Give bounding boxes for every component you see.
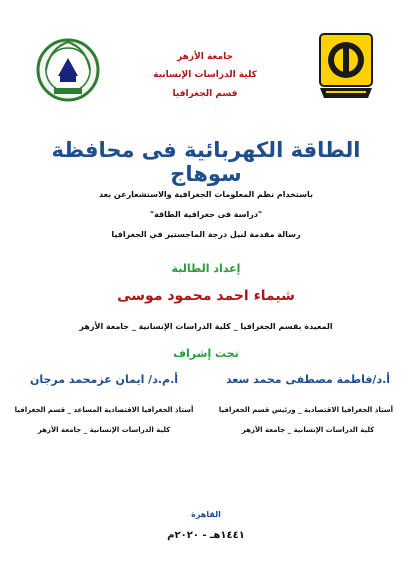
al-azhar-university-logo bbox=[318, 32, 374, 100]
faculty-seal-logo bbox=[36, 36, 100, 104]
thesis-title: الطاقة الكهربائية فى محافظة سوهاج bbox=[51, 138, 361, 186]
subtitle-line-1: باستخدام نظم المعلومات الجغرافية والاستشعارعن بعد bbox=[98, 190, 313, 199]
publication-date: ١٤٤١هـ - ٢٠٢٠م bbox=[167, 530, 245, 541]
supervisor-2-name: أ.م.د/ ايمان عزمحمد مرجان bbox=[29, 373, 179, 386]
supervisor-2-affiliation: كلية الدراسات الإنسانية _ جامعة الأزهر bbox=[37, 426, 171, 434]
prepared-by-label: إعداد الطالبة bbox=[171, 262, 241, 275]
student-name: شيماء احمد محمود موسى bbox=[117, 288, 295, 304]
supervision-label: تحت إشراف bbox=[173, 347, 239, 360]
supervisor-1-affiliation: كلية الدراسات الإنسانية _ جامعة الأزهر bbox=[241, 426, 375, 434]
student-position: المعيدة بقسم الجغرافيا _ كلية الدراسات الإنسانية _ جامعة الأزهر bbox=[79, 322, 333, 331]
faculty-name: كلية الدراسات الإنسانية bbox=[153, 70, 257, 80]
department-name: قسم الجغرافيا bbox=[172, 89, 238, 99]
supervisor-2-title: أستاذ الجغرافيا الاقتصادية المساعد _ قسم الجغرافيا bbox=[14, 406, 194, 414]
supervisor-1-name: أ.د/فاطمة مصطفى محمد سعد bbox=[225, 373, 391, 386]
university-name: جامعة الأزهر bbox=[177, 52, 233, 62]
subtitle-line-2: "دراسة فى جغرافية الطاقة" bbox=[149, 210, 263, 219]
subtitle-line-3: رسالة مقدمة لنيل درجة الماجستير في الجغرافيا bbox=[111, 230, 301, 239]
supervisor-1-title: أستاذ الجغرافيا الاقتصادية _ ورئيس قسم الجغرافيا bbox=[218, 406, 394, 414]
city: القاهرة bbox=[191, 510, 221, 519]
